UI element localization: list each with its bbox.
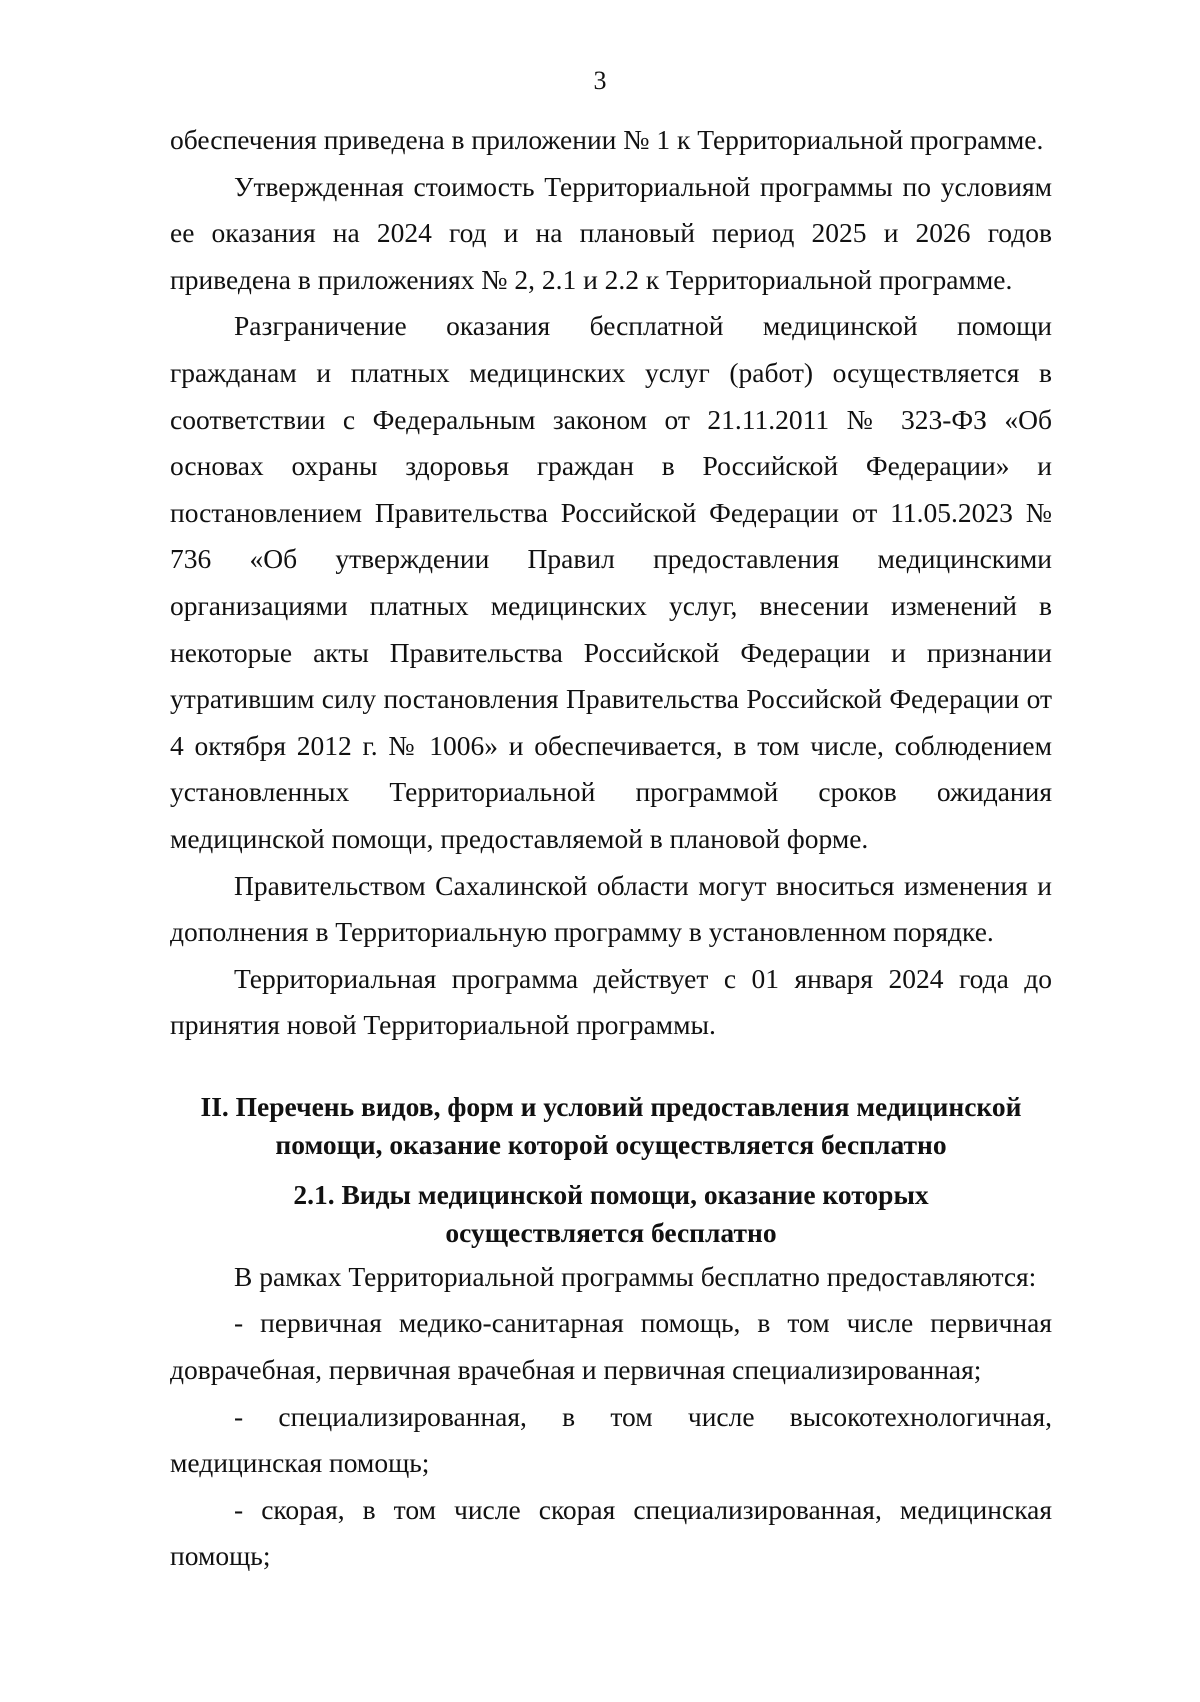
list-intro: В рамках Территориальной программы бесплатно предоставляются: bbox=[234, 1260, 1037, 1292]
paragraph-program-cost: Утвержденная стоимость Территориальной программы по условиям ее оказания на 2024 год и на плановый период 2025 и 2026 годов приведена в приложениях № 2, 2.1 и 2.2 к Территориальной программе. bbox=[170, 170, 1052, 295]
list-item-primary-care: - первичная медико-санитарная помощь, в том числе первичная доврачебная, первичная врачебная и первичная специализированная; bbox=[170, 1307, 1052, 1386]
page-number: 3 bbox=[593, 66, 607, 95]
paragraph-continuation: обеспечения приведена в приложении № 1 к Территориальной программе. bbox=[170, 124, 1044, 155]
document-body bbox=[170, 117, 1052, 1580]
paragraph-amendments: Правительством Сахалинской области могут вноситься изменения и дополнения в Территориальную программу в установленном порядке. bbox=[170, 869, 1052, 948]
subsection-heading: 2.1. Виды медицинской помощи, оказание которых осуществляется бесплатно bbox=[293, 1178, 929, 1248]
section-heading: II. Перечень видов, форм и условий предоставления медицинской помощи, оказание которой осуществляется бесплатно bbox=[200, 1090, 1022, 1160]
paragraph-paid-services: Разграничение оказания бесплатной медицинской помощи гражданам и платных медицинских услуг (работ) осуществляется в соответствии с Федеральным законом от 21.11.2011 № 323-ФЗ «Об основах охраны здоровья граждан в Российской Федерации» и постановлением Правительства Российской Федерации от 11.05.2023 № 736 «Об утверждении Правил предоставления медицинскими организациями платных медицинских услуг, внесении изменений в некоторые акты Правительства Российской Федерации и признании утратившим силу постановления Правительства Российской Федерации от 4 октября 2012 г. № 1006» и обеспечивается, в том числе, соблюдением установленных Территориальной программой сроков ожидания медицинской помощи, предоставляемой в плановой форме. bbox=[170, 310, 1052, 854]
list-item-emergency-care: - скорая, в том числе скорая специализированная, медицинская помощь; bbox=[170, 1493, 1052, 1572]
paragraph-validity: Территориальная программа действует с 01 января 2024 года до принятия новой Территориальной программы. bbox=[170, 962, 1052, 1041]
list-item-specialized-care: - специализированная, в том числе высокотехнологичная, медицинская помощь; bbox=[170, 1400, 1052, 1479]
